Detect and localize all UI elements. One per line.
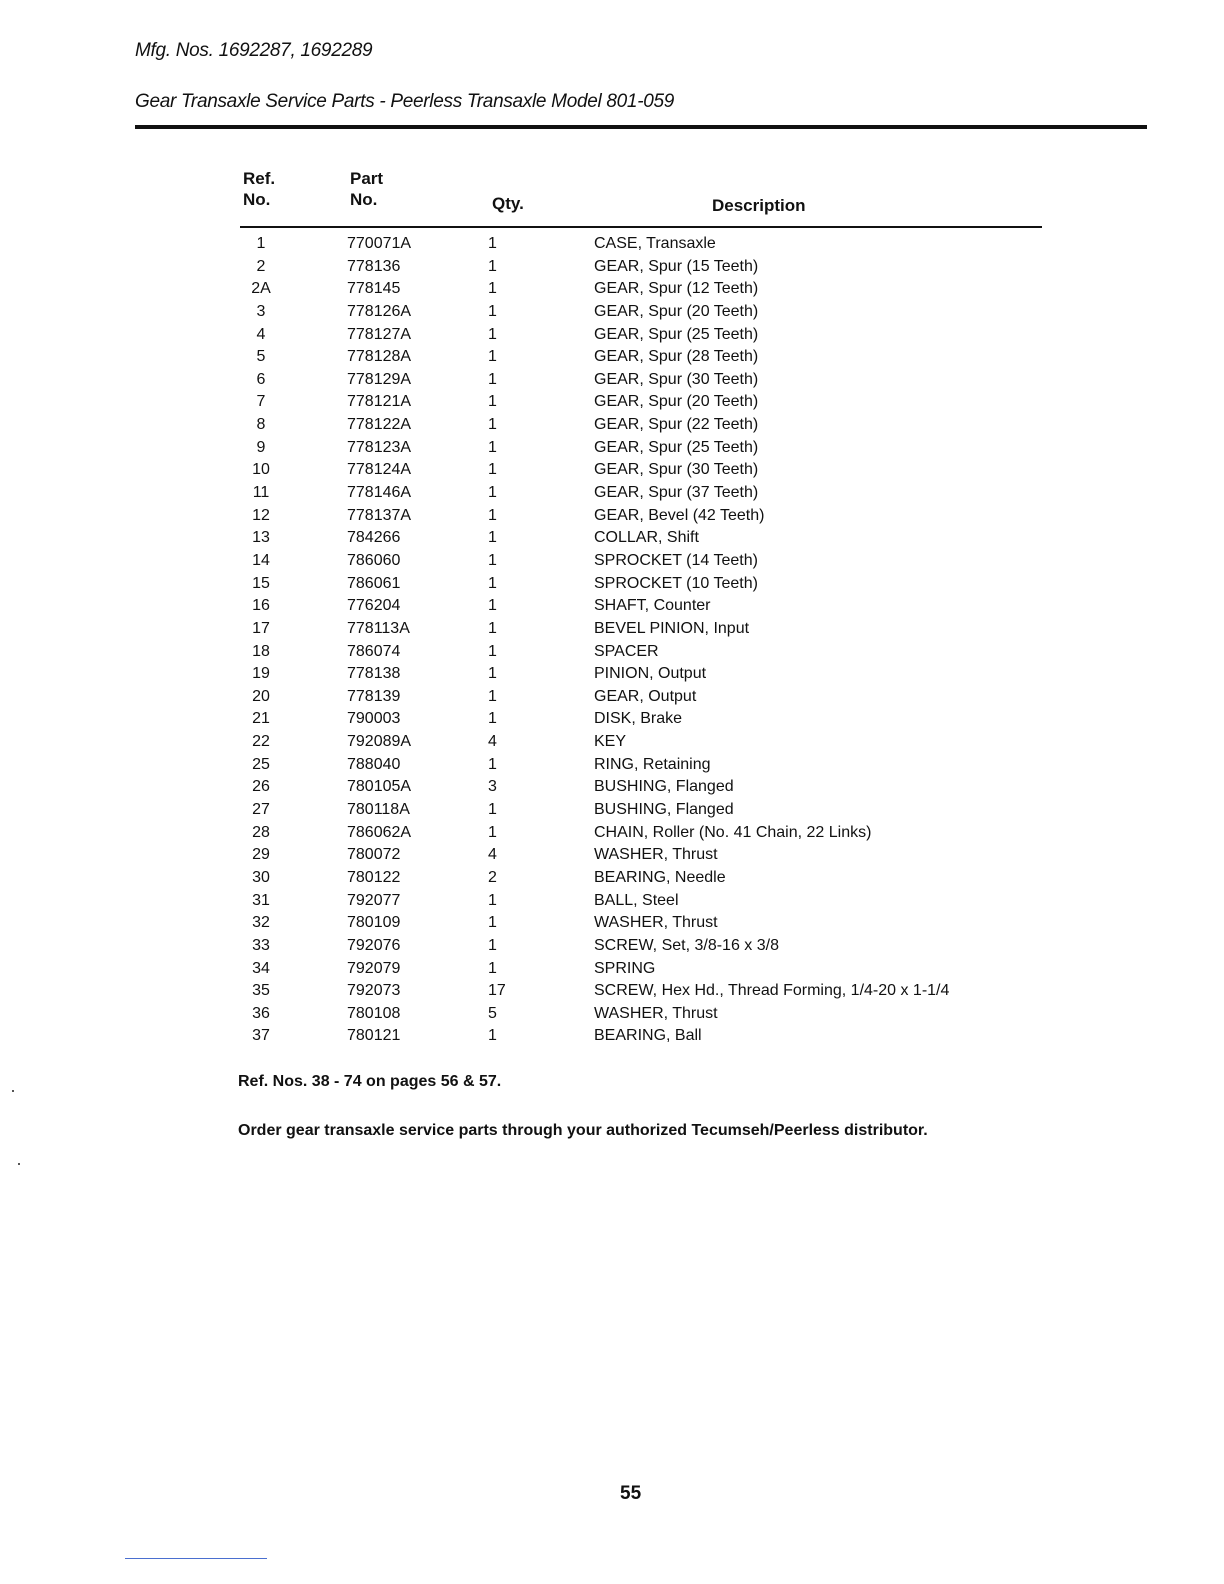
description-cell: RING, Retaining [594, 755, 711, 773]
description-cell: GEAR, Spur (20 Teeth) [594, 302, 759, 320]
description-cell: CHAIN, Roller (No. 41 Chain, 22 Links) [594, 823, 872, 841]
part-number-cell: 780122 [347, 868, 401, 886]
description-cell: BEVEL PINION, Input [594, 619, 750, 637]
description-cell: SPROCKET (10 Teeth) [594, 574, 758, 592]
description-cell: GEAR, Bevel (42 Teeth) [594, 506, 765, 524]
table-row [0, 369, 1224, 392]
description-cell: BUSHING, Flanged [594, 801, 734, 819]
table-row [0, 414, 1224, 437]
part-number-cell: 786062A [347, 823, 412, 841]
quantity-cell: 1 [488, 280, 497, 298]
description-cell: SCREW, Set, 3/8-16 x 3/8 [594, 936, 779, 954]
ref-cell: 33 [252, 936, 270, 954]
ref-cell: 10 [252, 461, 270, 479]
ref-cell: 8 [256, 416, 266, 434]
ref-cell: 3 [256, 302, 266, 320]
ref-cell: 7 [256, 393, 266, 411]
table-row [0, 708, 1224, 731]
bottom-line [125, 1558, 267, 1559]
table-row [0, 595, 1224, 618]
table-row [0, 256, 1224, 279]
quantity-cell: 1 [488, 551, 497, 569]
description-cell: SPRING [594, 959, 656, 977]
quantity-cell: 1 [488, 1027, 497, 1045]
ref-cell: 9 [256, 438, 266, 456]
table-row [0, 844, 1224, 867]
quantity-cell: 1 [488, 619, 497, 637]
ref-cell: 37 [252, 1027, 270, 1045]
part-number-cell: 780072 [347, 846, 401, 864]
description-cell: DISK, Brake [594, 710, 683, 728]
part-number-cell: 792076 [347, 936, 401, 954]
part-number-cell: 790003 [347, 710, 401, 728]
description-cell: CASE, Transaxle [594, 235, 716, 252]
ref-cell: 14 [252, 551, 270, 569]
description-cell: WASHER, Thrust [594, 1004, 718, 1022]
table-row [0, 912, 1224, 935]
table-row [0, 527, 1224, 550]
description-cell: WASHER, Thrust [594, 914, 718, 932]
column-header-part [350, 168, 383, 210]
table-row [0, 324, 1224, 347]
page-subtitle: Gear Transaxle Service Parts - Peerless Transaxle Model 801-059 [135, 91, 675, 112]
table-row [0, 550, 1224, 573]
part-number-cell: 778122A [347, 416, 412, 434]
part-number-cell: 778129A [347, 370, 412, 388]
quantity-cell: 1 [488, 755, 497, 773]
part-number-cell: 792073 [347, 982, 401, 1000]
column-header-ref-line1: Ref. [243, 169, 276, 188]
table-row [0, 618, 1224, 641]
table-row [0, 776, 1224, 799]
description-cell: GEAR, Spur (25 Teeth) [594, 325, 759, 343]
table-row [0, 278, 1224, 301]
part-number-cell: 778126A [347, 302, 412, 320]
part-number-cell: 778145 [347, 280, 401, 298]
ref-cell: 32 [252, 914, 270, 932]
quantity-cell: 4 [488, 733, 497, 751]
quantity-cell: 1 [488, 416, 497, 434]
quantity-cell: 1 [488, 642, 497, 660]
ref-cell: 12 [252, 506, 270, 524]
description-cell: GEAR, Spur (37 Teeth) [594, 484, 759, 502]
description-cell: GEAR, Spur (12 Teeth) [594, 280, 759, 298]
quantity-cell: 1 [488, 393, 497, 411]
quantity-cell: 1 [488, 506, 497, 524]
description-cell: GEAR, Output [594, 687, 697, 705]
column-header-qty: Qty. [492, 194, 524, 213]
column-header-description: Description [712, 196, 806, 215]
part-number-cell: 786060 [347, 551, 401, 569]
part-number-cell: 778138 [347, 665, 401, 683]
ref-cell: 36 [252, 1004, 270, 1022]
part-number-cell: 778139 [347, 687, 401, 705]
description-cell: SHAFT, Counter [594, 597, 711, 615]
part-number-cell: 780109 [347, 914, 401, 932]
table-row [0, 935, 1224, 958]
part-number-cell: 788040 [347, 755, 401, 773]
quantity-cell: 1 [488, 801, 497, 819]
quantity-cell: 2 [488, 868, 497, 886]
ref-cell: 4 [256, 325, 266, 343]
part-number-cell: 778124A [347, 461, 412, 479]
ref-cell: 22 [252, 733, 270, 751]
column-header-part-line1: Part [350, 169, 384, 188]
description-cell: GEAR, Spur (30 Teeth) [594, 461, 759, 479]
ref-cell: 2A [251, 280, 271, 298]
description-cell: BUSHING, Flanged [594, 778, 734, 796]
part-number-cell: 778121A [347, 393, 412, 411]
part-number-cell: 792077 [347, 891, 401, 909]
ref-cell: 13 [252, 529, 270, 547]
part-number-cell: 778128A [347, 348, 412, 366]
ref-cell: 35 [252, 982, 270, 1000]
quantity-cell: 4 [488, 846, 497, 864]
quantity-cell: 1 [488, 370, 497, 388]
scan-speck [18, 1163, 20, 1165]
description-cell: KEY [594, 733, 627, 751]
part-number-cell: 780105A [347, 778, 412, 796]
part-number-cell: 786061 [347, 574, 401, 592]
column-header-part-line2: No. [350, 190, 378, 209]
quantity-cell: 1 [488, 914, 497, 932]
part-number-cell: 778113A [347, 619, 410, 637]
column-header-ref [243, 168, 275, 210]
ref-cell: 31 [252, 891, 270, 909]
ref-cell: 1 [256, 235, 266, 252]
table-row [0, 958, 1224, 981]
table-row [0, 1003, 1224, 1026]
table-row [0, 505, 1224, 528]
ref-cell: 19 [252, 665, 270, 683]
quantity-cell: 1 [488, 823, 497, 841]
table-row [0, 980, 1224, 1003]
description-cell: SPROCKET (14 Teeth) [594, 551, 758, 569]
table-row [0, 233, 1224, 256]
table-row [0, 573, 1224, 596]
quantity-cell: 17 [488, 982, 506, 1000]
column-header-ref-line2: No. [243, 190, 271, 209]
table-row [0, 731, 1224, 754]
ref-cell: 20 [252, 687, 270, 705]
description-cell: BEARING, Needle [594, 868, 726, 886]
description-cell: GEAR, Spur (28 Teeth) [594, 348, 759, 366]
description-cell: GEAR, Spur (20 Teeth) [594, 393, 759, 411]
quantity-cell: 1 [488, 597, 497, 615]
table-row [0, 754, 1224, 777]
description-cell: SCREW, Hex Hd., Thread Forming, 1/4-20 x 1-1/4 [594, 982, 950, 1000]
scan-speck [12, 1090, 14, 1092]
quantity-cell: 3 [488, 778, 497, 796]
part-number-cell: 778123A [347, 438, 412, 456]
table-row [0, 346, 1224, 369]
quantity-cell: 1 [488, 348, 497, 366]
part-number-cell: 780121 [347, 1027, 401, 1045]
parts-table [0, 233, 1224, 1048]
quantity-cell: 1 [488, 438, 497, 456]
ref-cell: 26 [252, 778, 270, 796]
description-cell: WASHER, Thrust [594, 846, 718, 864]
table-row [0, 459, 1224, 482]
part-number-cell: 784266 [347, 529, 401, 547]
quantity-cell: 1 [488, 484, 497, 502]
ref-cell: 2 [256, 257, 266, 275]
description-cell: GEAR, Spur (15 Teeth) [594, 257, 759, 275]
table-row [0, 301, 1224, 324]
quantity-cell: 1 [488, 665, 497, 683]
order-note: Order gear transaxle service parts through your authorized Tecumseh/Peerless distributor. [238, 1122, 928, 1139]
table-row [0, 391, 1224, 414]
description-cell: PINION, Output [594, 665, 707, 683]
description-cell: SPACER [594, 642, 659, 660]
ref-cell: 15 [252, 574, 270, 592]
table-row [0, 641, 1224, 664]
table-row [0, 663, 1224, 686]
part-number-cell: 780108 [347, 1004, 401, 1022]
table-row [0, 867, 1224, 890]
ref-cell: 25 [252, 755, 270, 773]
ref-cell: 6 [256, 370, 266, 388]
ref-cell: 34 [252, 959, 270, 977]
table-row [0, 686, 1224, 709]
quantity-cell: 1 [488, 529, 497, 547]
part-number-cell: 770071A [347, 235, 412, 252]
quantity-cell: 1 [488, 325, 497, 343]
page-number: 55 [620, 1483, 642, 1504]
description-cell: GEAR, Spur (30 Teeth) [594, 370, 759, 388]
table-row [0, 822, 1224, 845]
quantity-cell: 1 [488, 257, 497, 275]
ref-cell: 16 [252, 597, 270, 615]
mfg-numbers: Mfg. Nos. 1692287, 1692289 [135, 40, 373, 61]
table-row [0, 799, 1224, 822]
quantity-cell: 1 [488, 936, 497, 954]
part-number-cell: 792089A [347, 733, 412, 751]
ref-cell: 21 [252, 710, 270, 728]
top-divider [135, 125, 1147, 129]
table-row [0, 437, 1224, 460]
ref-cell: 27 [252, 801, 270, 819]
part-number-cell: 780118A [347, 801, 410, 819]
quantity-cell: 5 [488, 1004, 497, 1022]
description-cell: BEARING, Ball [594, 1027, 702, 1045]
quantity-cell: 1 [488, 574, 497, 592]
ref-cell: 18 [252, 642, 270, 660]
table-row [0, 1025, 1224, 1048]
quantity-cell: 1 [488, 461, 497, 479]
description-cell: BALL, Steel [594, 891, 679, 909]
quantity-cell: 1 [488, 710, 497, 728]
table-row [0, 482, 1224, 505]
quantity-cell: 1 [488, 302, 497, 320]
ref-cell: 17 [252, 619, 270, 637]
part-number-cell: 778146A [347, 484, 412, 502]
part-number-cell: 786074 [347, 642, 401, 660]
ref-cell: 5 [256, 348, 266, 366]
table-row [0, 890, 1224, 913]
ref-cell: 11 [252, 484, 270, 502]
part-number-cell: 778127A [347, 325, 412, 343]
quantity-cell: 1 [488, 687, 497, 705]
part-number-cell: 778137A [347, 506, 412, 524]
part-number-cell: 776204 [347, 597, 401, 615]
ref-note: Ref. Nos. 38 - 74 on pages 56 & 57. [238, 1073, 502, 1090]
description-cell: GEAR, Spur (25 Teeth) [594, 438, 759, 456]
ref-cell: 28 [252, 823, 270, 841]
header-divider [240, 226, 1042, 228]
quantity-cell: 1 [488, 891, 497, 909]
quantity-cell: 1 [488, 235, 497, 252]
part-number-cell: 792079 [347, 959, 401, 977]
quantity-cell: 1 [488, 959, 497, 977]
description-cell: GEAR, Spur (22 Teeth) [594, 416, 759, 434]
part-number-cell: 778136 [347, 257, 401, 275]
ref-cell: 30 [252, 868, 270, 886]
description-cell: COLLAR, Shift [594, 529, 699, 547]
ref-cell: 29 [252, 846, 270, 864]
